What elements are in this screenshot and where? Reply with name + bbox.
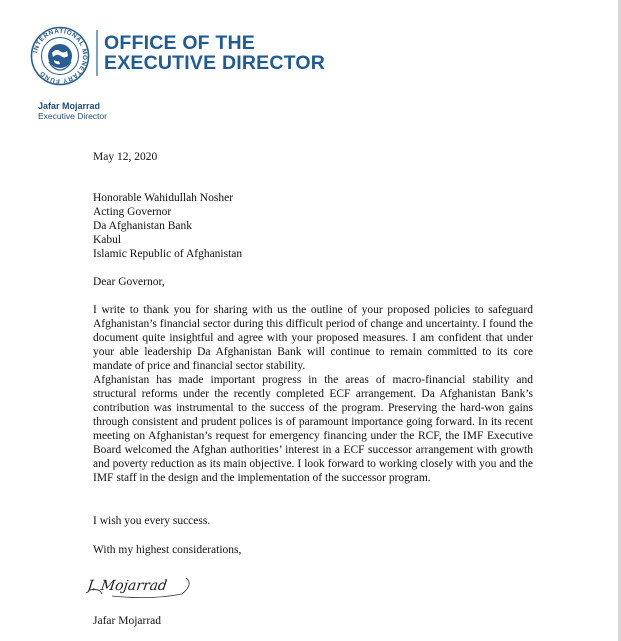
- address-line: Kabul: [93, 234, 122, 246]
- address-line: Acting Governor: [93, 206, 172, 218]
- svg-text:J. Mojarrad: J. Mojarrad: [86, 578, 169, 594]
- signature-name: Jafar Mojarrad: [93, 615, 162, 627]
- address-line: Honorable Wahidullah Nosher: [93, 192, 234, 204]
- address-line: Islamic Republic of Afghanistan: [93, 248, 243, 260]
- address-line: Da Afghanistan Bank: [93, 220, 193, 232]
- imf-seal-logo: [30, 26, 90, 86]
- letterhead-signer-name: Jafar Mojarrad: [38, 101, 101, 111]
- paragraph-thanks: I write to thank you for sharing with us the outline of your proposed policies to safeguard Afghanistan’s financial sector during this difficult period of change and uncertainty. I found the document quite insightful and agree with your proposed measures. I am confident that under your able leadership Da Afghanistan Bank will continue to remain committed to its core mandate of price and financial sector stability.: [93, 304, 533, 372]
- letter-date: May 12, 2020: [93, 151, 158, 163]
- office-title-line2: EXECUTIVE DIRECTOR: [104, 52, 326, 74]
- seal-ring-text: INTERNATIONAL MONETARY FUND: [32, 27, 89, 85]
- office-title: [104, 33, 325, 73]
- paragraph-progress: Afghanistan has made important progress in the areas of macro-financial stability and structural reforms under the recently completed ECF arrangement. Da Afghanistan Bank’s contribution was instrumental to the success of the program. Preserving the hard-won gains through consistent and prudent polices is of paramount importance going forward. In its recent meeting on Afghanistan’s request for emergency financing under the RCF, the IMF Executive Board welcomed the Afghan authorities’ interest in a ECF successor arrangement with growth and poverty reduction as its main objective. I look forward to working closely with you and the IMF staff in the design and the implementation of the successor program.: [93, 374, 533, 484]
- closing: With my highest considerations,: [93, 544, 242, 556]
- header-divider: [96, 30, 98, 76]
- letterhead-signer-title: Executive Director: [38, 111, 107, 121]
- recipient-address: [93, 191, 533, 261]
- office-title-line1: OFFICE OF THE: [104, 32, 256, 54]
- paragraph-wishes: I wish you every success.: [93, 515, 211, 527]
- salutation: Dear Governor,: [93, 276, 165, 288]
- handwritten-signature: [86, 568, 198, 602]
